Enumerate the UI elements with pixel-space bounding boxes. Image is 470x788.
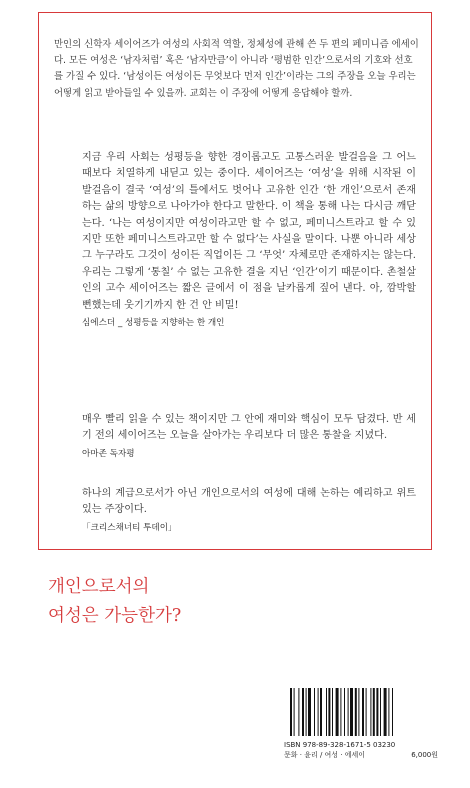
barcode-bars-icon [284,688,438,738]
book-title [48,573,181,631]
isbn-number: ISBN 978-89-328-1671-5 03230 [284,741,396,749]
review-2-source: 아마존 독자평 [82,448,135,459]
review-3-text: 하나의 계급으로서가 아닌 개인으로서의 여성에 대해 논하는 예리하고 위트 있는 주장이다. [82,488,416,516]
book-title-line-2: 여성은 가능한가? [48,606,182,626]
review-2-text: 매우 빨리 읽을 수 있는 책이지만 그 안에 재미와 핵심이 모두 담겼다. 반 세기 전의 세이어즈는 오늘을 살아가는 우리보다 더 많은 통찰을 지녔다. [82,414,416,442]
review-1-text: 지금 우리 사회는 성평등을 향한 경이롭고도 고통스러운 발걸음을 그 어느 때보다 치열하게 내딛고 있는 중이다. 세이어즈는 ‘여성’을 위해 시작된 이 발걸음이 결국 ‘여성’의 틀에서도 벗어나 고유한 인간 ‘한 개인’으로서 존재하는 삶의 방향으로 나아가야 한다고 말한다. 이 책을 통해 나는 다시금 깨닫는다. ‘나는 여성이지만 여성이라고만 할 수 없고, 페미니스트라고 할 수 있지만 또한 페미니스트라고만 할 수 없다’는 사실을 말이다. 나뿐 아니라 세상 그 누구라도 그것이 성이든 직업이든 그 ‘무엇’ 자체로만 존재하지는 않는다. 우리는 그렇게 ‘통칠’ 수 없는 고유한 결을 지닌 ‘인간’이기 때문이다. 촌철살인의 고수 세이어즈는 짧은 글에서 이 점을 날카롭게 짚어 낸다. 아, 깜박할 뻔했는데 웃기기까지 한 건 안 비밀! [82,152,416,311]
review-2 [82,412,416,461]
review-1-source: 심에스더 _ 성평등을 지향하는 한 개인 [82,318,225,329]
review-1 [82,150,416,330]
book-title-line-1: 개인으로서의 [48,577,150,597]
book-category: 문화 · 윤리 / 여성 · 에세이 [284,751,366,759]
book-price: 6,000원 [411,751,438,759]
intro-text: 만인의 신학자 세이어즈가 여성의 사회적 역할, 정체성에 관해 쓴 두 편의 페미니즘 에세이다. 모든 여성은 ‘남자처럼’ 혹은 ‘남자만큼’이 아니라 ‘평범한 인간’으로서의 기호와 선호를 가질 수 있다. ‘남성이든 여성이든 무엇보다 먼저 인간’이라는 그의 주장을 오늘 우리는 어떻게 읽고 받아들일 수 있을까. 교회는 이 주장에 어떻게 응답해야 할까. [54,39,419,99]
isbn-block [284,740,438,760]
review-3-source: 「크리스채너티 투데이」 [82,522,177,533]
review-3 [82,486,416,535]
